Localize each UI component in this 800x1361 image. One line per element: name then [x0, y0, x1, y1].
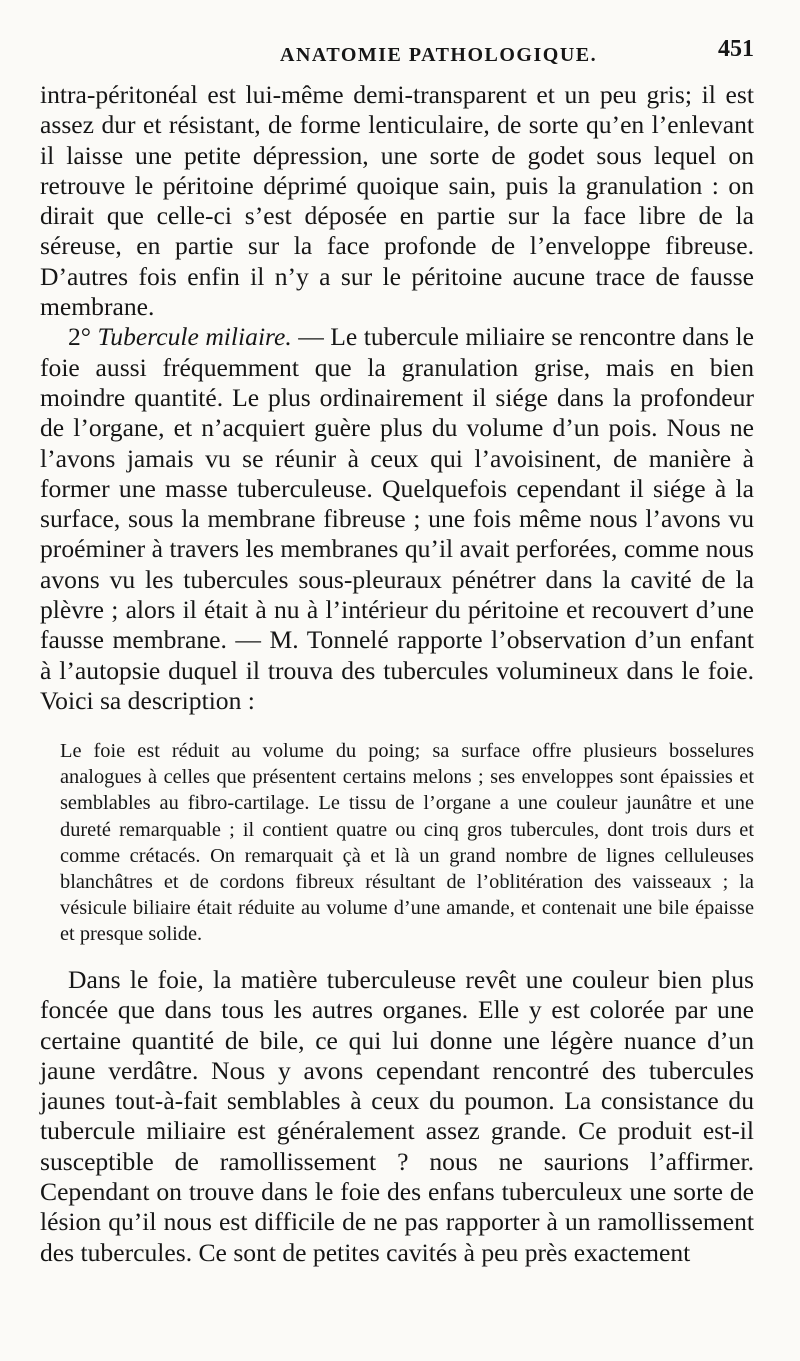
closing-paragraph: Dans le foie, la matière tuberculeuse revêt une couleur bien plus foncée que dans tous les autres organes. Elle y est colorée par une certaine quantité de bile, ce qui lui donne une légère nuance d’un jaune verdâtre. Nous y avons cependant rencontré des tubercules jaunes tout-à-fait semblables à ceux du poumon. La consistance du tubercule miliaire est généralement assez grande. Ce produit est-il susceptible de ramollissement ? nous ne saurions l’affirmer. Cependant on trouve dans le foie des enfans tuberculeux une sorte de lésion qu’il nous est difficile de ne pas rapporter à un ramollissement des tubercules. Ce sont de petites cavités à peu près exactement	[40, 964, 754, 1267]
section-text: — Le tubercule miliaire se rencontre dans le foie aussi fréquemment que la granulation grise, mais en bien moindre quantité. Le plus ordinairement il siége dans la profondeur de l’organe, et n’acquiert guère plus du volume d’un pois. Nous ne l’avons jamais vu se réunir à ceux qui l’avoisinent, de manière à former une masse tuberculeuse. Quelquefois cependant il siége à la surface, sous la membrane fibreuse ; une fois même nous l’avons vu proéminer à travers les membranes qu’il avait perforées, comme nous avons vu les tubercules sous-pleuraux pénétrer dans la cavité de la plèvre ; alors il était à nu à l’intérieur du péritoine et recouvert d’une fausse membrane. — M. Tonnelé rapporte l’observation d’un enfant à l’autopsie duquel il trouva des tubercules volumineux dans le foie. Voici sa description :	[40, 322, 754, 715]
running-head	[40, 36, 754, 80]
section-tubercule-miliaire	[40, 322, 754, 716]
page-number: 451	[718, 36, 754, 62]
section-number: 2°	[68, 322, 92, 352]
continued-paragraph: intra-péritonéal est lui-même demi-transparent et un peu gris; il est assez dur et résistant, de forme lenticulaire, de sorte qu’en l’enlevant il laisse une petite dépression, une sorte de godet sous lequel on retrouve le péritoine déprimé quoique sain, puis la granulation : on dirait que celle-ci s’est déposée en partie sur la face libre de la séreuse, en partie sur la face profonde de l’enveloppe fibreuse. D’autres fois enfin il n’y a sur le péritoine aucune trace de fausse membrane.	[40, 80, 754, 322]
body-text	[40, 80, 754, 1268]
block-quotation: Le foie est réduit au volume du poing; sa surface offre plusieurs bosselures analogues à celles que présentent certains melons ; ses enveloppes sont épaissies et semblables au fibro-cartilage. Le tissu de l’organe a une couleur jaunâtre et une dureté remarquable ; il contient quatre ou cinq gros tubercules, dont trois durs et comme crétacés. On remarquait çà et là un grand nombre de lignes celluleuses blanchâtres et de cordons fibreux résultant de l’oblitération des vaisseaux ; la vésicule biliaire était réduite au volume d’une amande, et contenait une bile épaisse et presque solide.	[60, 740, 754, 945]
section-heading: Tubercule miliaire.	[97, 322, 292, 352]
running-title: ANATOMIE PATHOLOGIQUE.	[280, 44, 598, 66]
